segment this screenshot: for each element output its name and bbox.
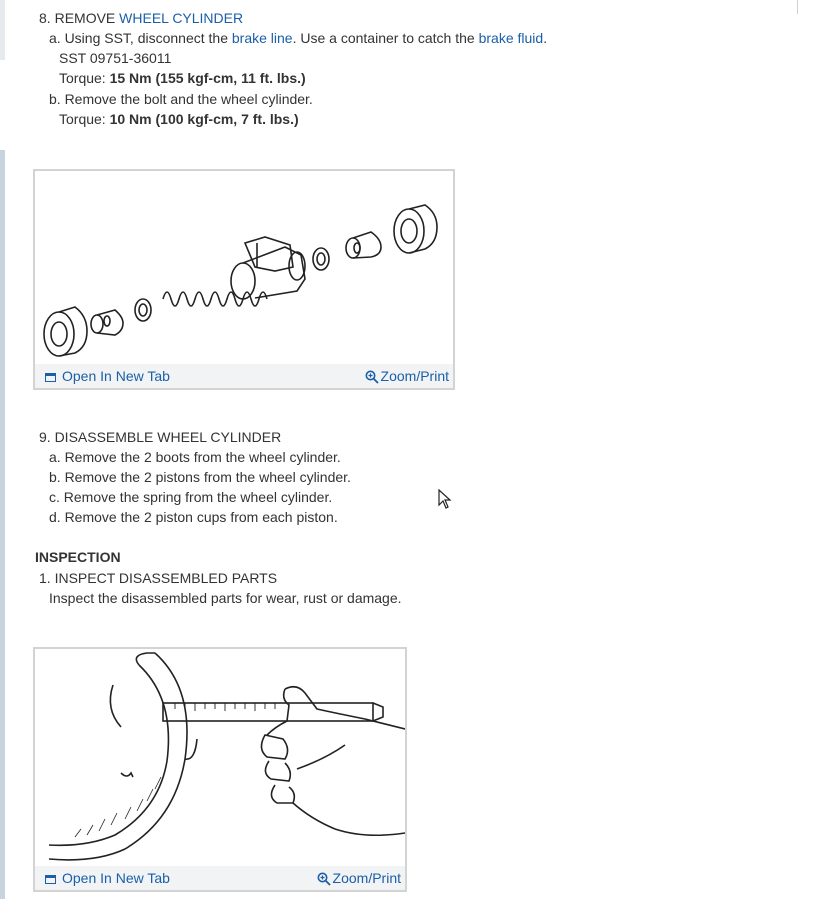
open-tab-icon <box>45 875 56 884</box>
brake-shoe-measurement-illustration <box>35 649 405 865</box>
left-edge-strip-top <box>0 0 5 60</box>
step9-b: b. Remove the 2 pistons from the wheel cylinder. <box>49 469 351 485</box>
step8-a-text: . <box>543 30 548 46</box>
open-in-new-tab-link[interactable] <box>45 870 170 886</box>
torque-a-value: 15 Nm (155 kgf-cm, 11 ft. lbs.) <box>109 70 306 86</box>
left-edge-strip <box>0 150 5 899</box>
step8-a-text: . Use a container to catch the <box>292 30 475 46</box>
torque-b <box>59 110 299 128</box>
step8-a-text: a. Using SST, disconnect the <box>49 30 228 46</box>
open-in-new-tab-link[interactable] <box>45 368 170 384</box>
brake-fluid-link[interactable]: brake fluid <box>478 30 544 46</box>
zoom-print-link[interactable] <box>365 368 449 384</box>
divider <box>797 0 798 14</box>
step8-heading-text: REMOVE <box>54 10 116 26</box>
zoom-print-link[interactable] <box>317 870 401 886</box>
zoom-icon <box>365 370 379 384</box>
open-in-new-tab-label: Open In New Tab <box>62 870 170 886</box>
torque-b-value: 10 Nm (100 kgf-cm, 7 ft. lbs.) <box>109 111 299 127</box>
inspection-heading: INSPECTION <box>35 549 121 565</box>
torque-label: Torque: <box>59 111 106 127</box>
open-in-new-tab-label: Open In New Tab <box>62 368 170 384</box>
wheel-cylinder-link[interactable]: WHEEL CYLINDER <box>119 10 244 26</box>
zoom-icon <box>317 872 331 886</box>
sst-number: SST 09751-36011 <box>59 50 172 66</box>
step8-b: b. Remove the bolt and the wheel cylinder. <box>49 91 313 107</box>
inspection-item1: 1. INSPECT DISASSEMBLED PARTS <box>39 570 278 586</box>
figure2-toolbar <box>35 866 405 890</box>
figure1-toolbar <box>35 364 453 388</box>
step9-d: d. Remove the 2 piston cups from each piston. <box>49 509 338 525</box>
inspection-item1-text: Inspect the disassembled parts for wear, rust or damage. <box>49 590 402 606</box>
open-tab-icon <box>45 373 56 382</box>
torque-label: Torque: <box>59 70 106 86</box>
step9-c: c. Remove the spring from the wheel cylinder. <box>49 489 333 505</box>
step8-a <box>49 29 547 47</box>
step9-a: a. Remove the 2 boots from the wheel cylinder. <box>49 449 341 465</box>
step8-heading <box>39 9 243 27</box>
step8-heading-text: 8. <box>39 10 51 26</box>
figure-wheel-cylinder-parts <box>33 169 455 390</box>
mouse-cursor-icon <box>438 489 452 510</box>
wheel-cylinder-exploded-illustration <box>35 171 453 363</box>
zoom-print-label: Zoom/Print <box>332 870 401 886</box>
torque-a <box>59 69 306 87</box>
step9-heading: 9. DISASSEMBLE WHEEL CYLINDER <box>39 429 282 445</box>
brake-line-link[interactable]: brake line <box>231 30 293 46</box>
figure-shoe-lining-measure <box>33 647 407 892</box>
zoom-print-label: Zoom/Print <box>380 368 449 384</box>
